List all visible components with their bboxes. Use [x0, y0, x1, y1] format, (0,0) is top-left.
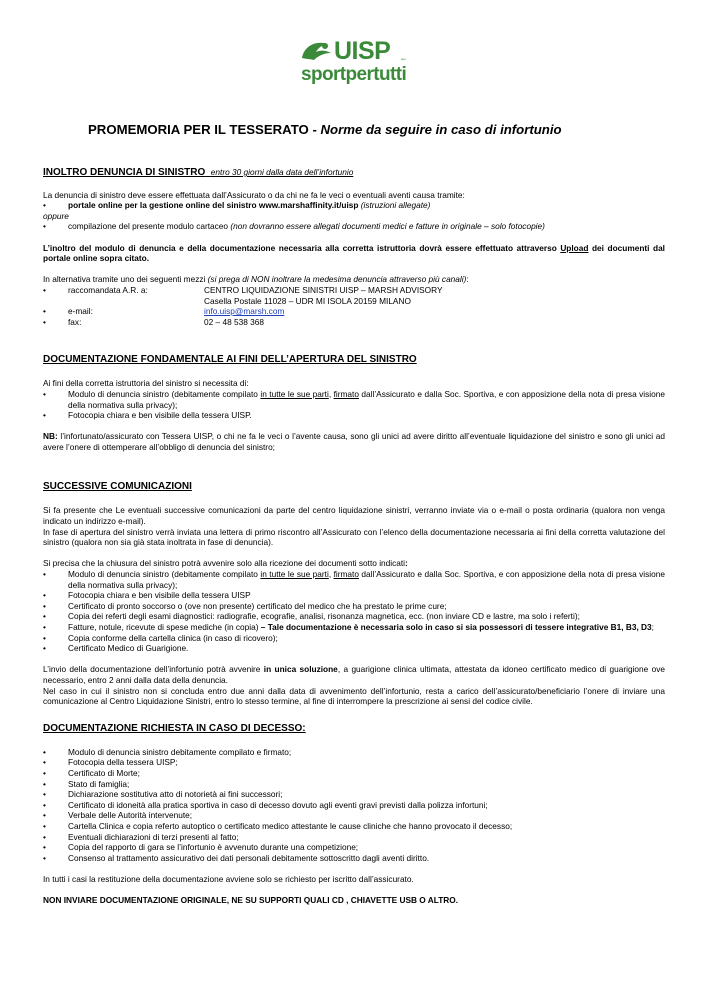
- s3-paragraph: Si precisa che la chiusura del sinistro potrà avvenire solo alla ricezione dei documenti sotto indicati:: [43, 558, 408, 569]
- uisp-emblem-icon: [298, 38, 334, 64]
- list-item: • compilazione del presente modulo cartaceo (non dovranno essere allegati documenti medici e fatture in originale – solo fotocopie): [43, 221, 545, 232]
- list-item: • Certificato Medico di Guarigione.: [43, 643, 189, 654]
- address-line: Casella Postale 11028 – UDR MI ISOLA 20159 MILANO: [204, 295, 411, 306]
- title-subtitle: Norme da seguire in caso di infortunio: [320, 122, 562, 137]
- list-item: • Fotocopia chiara e ben visibile della tessera UISP.: [43, 410, 252, 421]
- decesso-list: [43, 747, 665, 864]
- list-item: • Certificato di idoneità alla pratica sportiva in caso di decesso dovuto agli eventi gravi previsti dalla polizza infortuni;: [43, 799, 488, 810]
- heading-note: entro 30 giorni dalla data dell’infortunio: [210, 167, 354, 177]
- s3-paragraph: Si fa presente che Le eventuali successive comunicazioni da parte del centro liquidazione sinistri, verranno inviate via o e-mail o posta ordinaria (qualora non venga indicato un indirizzo e-mail).: [43, 505, 665, 527]
- nb-note: NB: l’infortunato/assicurato con Tessera UISP, o chi ne fa le veci o l’avente causa, sono gli unici ad avere diritto all’eventuale liquidazione del sinistro e sono gli unici ad avere l’onere di ottemperare all’obbligo di denuncia del sinistro;: [43, 431, 665, 452]
- restitution-note: In tutti i casi la restituzione della documentazione avviene solo se richiesto per iscritto dall’assicurato.: [43, 873, 414, 884]
- bullet-icon: •: [43, 200, 46, 211]
- logo-mark: aps: [401, 57, 406, 61]
- uisp-logo: [298, 38, 410, 98]
- bullet-icon: •: [43, 590, 46, 601]
- oppure-text: oppure: [43, 210, 69, 221]
- section-heading-decesso: DOCUMENTAZIONE RICHIESTA IN CASO DI DECESSO:: [43, 722, 306, 734]
- logo-brand: UISP: [334, 37, 391, 65]
- bullet-icon: •: [43, 852, 46, 863]
- list-item: • fax: 02 – 48 538 368: [43, 316, 264, 327]
- list-item: • Certificato di pronto soccorso o (ove non presente) certificato del medico che ha prestato le prime cure;: [43, 600, 447, 611]
- document-body: [43, 166, 665, 906]
- s3-paragraph: In fase di apertura del sinistro verrà inviata una lettera di primo riscontro all’Assicurato con l’elenco della documentazione necessaria ai fini della corretta valutazione del sinistro (qualora non sia già stata inoltrata in fase di denuncia).: [43, 526, 665, 548]
- bullet-icon: •: [43, 611, 46, 622]
- list-item: • Modulo di denuncia sinistro (debitamente compilato in tutte le sue parti, firmato dall’Assicurato e dalla Soc. Sportiva, e con apposizione della nota di presa visione della normativa sulla privacy);: [43, 388, 665, 410]
- list-item: • Fotocopia della tessera UISP;: [43, 757, 178, 768]
- list-item: • e-mail: info.uisp@marsh.com: [43, 306, 285, 317]
- list-item: • Cartella Clinica e copia referto autoptico o certificato medico attestante le cause cliniche che hanno provocato il decesso;: [43, 820, 513, 831]
- title-main: PROMEMORIA PER IL TESSERATO -: [88, 122, 321, 137]
- section-heading-successive: SUCCESSIVE COMUNICAZIONI: [43, 481, 192, 493]
- list-item: • Modulo di denuncia sinistro (debitamente compilato in tutte le sue parti, firmato dall’Assicurato e dalla Soc. Sportiva, e con apposizione della nota di presa visione della normativa sulla privacy);: [43, 569, 665, 590]
- list-item: • Copia conforme della cartella clinica (in caso di ricovero);: [43, 632, 278, 643]
- bullet-icon: •: [43, 388, 46, 399]
- s2-intro: Ai fini della corretta istruttoria del sinistro si necessita di:: [43, 378, 249, 389]
- list-item: • Consenso al trattamento assicurativo dei dati personali debitamente sottoscritto dagli aventi diritto.: [43, 852, 430, 863]
- bullet-icon: •: [43, 820, 46, 831]
- s1-intro: La denuncia di sinistro deve essere effettuata dall’Assicurato o da chi ne fa le veci o eventuali aventi causa tramite:: [43, 189, 465, 200]
- list-item: • Eventuali dichiarazioni di terzi presenti al fatto;: [43, 831, 239, 842]
- bullet-icon: •: [43, 221, 46, 232]
- s3-paragraph: L’invio della documentazione dell’infortunio potrà avvenire in unica soluzione, a guarigione clinica ultimata, attestata da idoneo certificato medico di guarigione ove necessario, entro 2 anni dalla data della denuncia.: [43, 664, 665, 685]
- list-item: • portale online per la gestione online del sinistro www.marshaffinity.it/uisp (istruzioni allegate): [43, 200, 431, 211]
- list-item: • raccomandata A.R. a: CENTRO LIQUIDAZIONE SINISTRI UISP – MARSH ADVISORY: [43, 284, 443, 295]
- bullet-icon: •: [43, 316, 46, 327]
- upload-notice: L’inoltro del modulo di denuncia e della documentazione necessaria alla corretta istruttoria dovrà essere effettuato attraverso Upload dei documenti dal portale online sopra citato.: [43, 242, 665, 264]
- s3-paragraph: Nel caso in cui il sinistro non si concluda entro due anni dalla data di avvenimento dell’infortunio, resta a carico dell’assicurato/beneficiario l’onere di inviare una comunicazione al Centro Liquidazione Sinistri, entro lo stesso termine, al fine di interrompere la prescrizione ai sensi del codice civile.: [43, 685, 665, 707]
- list-item: • Fotocopia chiara e ben visibile della tessera UISP: [43, 590, 251, 601]
- email-link[interactable]: info.uisp@marsh.com: [204, 306, 285, 317]
- bullet-icon: •: [43, 831, 46, 842]
- portal-option: portale online per la gestione online del sinistro www.marshaffinity.it/uisp: [68, 200, 359, 211]
- bullet-icon: •: [43, 632, 46, 643]
- alternative-intro: In alternativa tramite uno dei seguenti mezzi (si prega di NON inoltrare la medesima denuncia attraverso più canali):: [43, 274, 469, 285]
- list-item: • Copia del rapporto di gara se l’infortunio è avvenuto durante una competizione;: [43, 842, 359, 853]
- page-title: [88, 122, 648, 138]
- logo-tagline: sportpertutti: [301, 64, 407, 85]
- bullet-icon: •: [43, 799, 46, 810]
- bullet-icon: •: [43, 622, 46, 632]
- bullet-icon: •: [43, 842, 46, 853]
- bullet-icon: •: [43, 410, 46, 421]
- bullet-icon: •: [43, 789, 46, 800]
- list-item: • Dichiarazione sostitutiva atto di notorietà ai fini successori;: [43, 789, 283, 800]
- section-heading-documentazione: DOCUMENTAZIONE FONDAMENTALE AI FINI DELL’APERTURA DEL SINISTRO: [43, 354, 417, 366]
- bullet-icon: •: [43, 778, 46, 789]
- bullet-icon: •: [43, 810, 46, 821]
- final-warning: NON INVIARE DOCUMENTAZIONE ORIGINALE, NE SU SUPPORTI QUALI CD , CHIAVETTE USB O ALTRO.: [43, 895, 459, 906]
- bullet-icon: •: [43, 284, 46, 295]
- bullet-icon: •: [43, 746, 46, 757]
- bullet-icon: •: [43, 757, 46, 768]
- bullet-icon: •: [43, 306, 46, 317]
- bullet-icon: •: [43, 569, 46, 580]
- list-item: • Certificato di Morte;: [43, 767, 140, 778]
- list-item: • Verbale delle Autorità intervenute;: [43, 810, 193, 821]
- bullet-icon: •: [43, 767, 46, 778]
- list-item: • Fatture, notule, ricevute di spese mediche (in copia) – Tale documentazione è necessaria solo in caso si sia possessori di tessere integrative B1, B3, D3;: [43, 622, 654, 632]
- section-heading-inoltro: INOLTRO DENUNCIA DI SINISTRO entro 30 giorni dalla data dell’infortunio: [43, 167, 354, 178]
- list-item: • Copia dei referti degli esami diagnostici: radiografie, ecografie, analisi, risonanza magnetica, ecc. (non inviare CD e lastre, ma solo i referti);: [43, 611, 580, 622]
- bullet-icon: •: [43, 600, 46, 611]
- list-item: • Modulo di denuncia sinistro debitamente compilato e firmato;: [43, 746, 292, 757]
- list-item: • Stato di famiglia;: [43, 778, 130, 789]
- bullet-icon: •: [43, 643, 46, 654]
